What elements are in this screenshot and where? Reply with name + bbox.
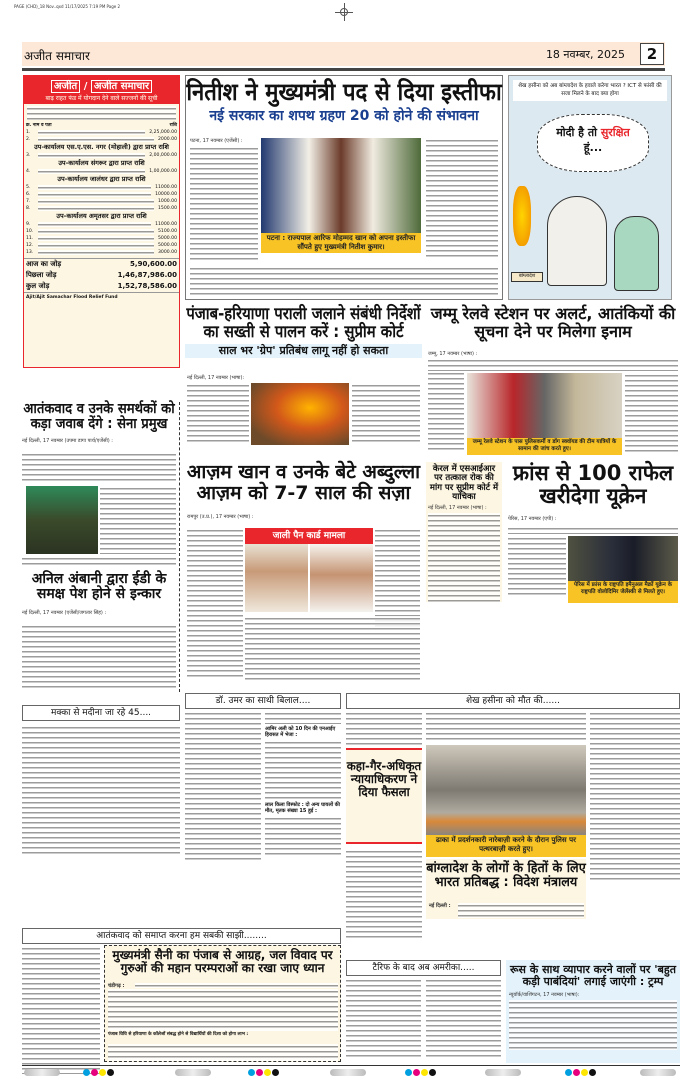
body-text <box>22 946 100 1074</box>
headline: पंजाब-हरियाणा पराली जलाने संबंधी निर्देशों का सख्ती से पालन करें : सुप्रीम कोर्ट <box>186 304 421 342</box>
body-text <box>22 556 176 568</box>
subhead: साल भर 'ग्रेप' प्रतिबंध लागू नहीं हो सकता <box>185 344 422 358</box>
story-punjab <box>185 305 422 450</box>
story-kerala <box>426 462 502 602</box>
fund-amount: 2000.00 <box>158 137 177 142</box>
story-umar <box>185 693 341 863</box>
headline: कहा-गैर-अधिकृत न्यायाधिकरण ने दिया फैसला <box>346 759 422 800</box>
relief-fund-box <box>23 75 180 368</box>
fund-amount: 5100.00 <box>158 229 177 234</box>
fund-amount: 1,00,000.00 <box>149 169 177 174</box>
headline: रूस के साथ व्यापार करने वालों पर 'बहुत कड़ी पाबंदियां' लगाई जाएंगी : ट्रम्प <box>510 963 676 989</box>
fund-amount: 2,00,000.00 <box>149 153 177 158</box>
fund-total-row: पिछला जोड़ 1,46,87,986.00 <box>26 271 177 279</box>
modi-figure <box>547 196 607 286</box>
relief-fund-title: बाढ़ राहत फंड में योगदान देने वाले सज्जनों की सूची <box>45 95 158 102</box>
fire-illustration <box>513 186 531 246</box>
dateline: नई दिल्ली, 17 नवम्बर (भाषा) : <box>428 505 487 512</box>
dateline: पेरिस, 17 नवम्बर (एपी) : <box>508 516 557 522</box>
photo-abdullah-azam <box>310 544 373 612</box>
page-header <box>22 42 665 66</box>
bottom-rule <box>22 1065 680 1066</box>
fund-row: 10. 5100.00 <box>26 229 177 234</box>
registration-mark-top <box>335 3 353 21</box>
registration-bar <box>485 1069 521 1076</box>
body-text <box>265 740 341 800</box>
photo-macron-zelensky <box>568 536 678 581</box>
cmyk-dots <box>83 1069 114 1076</box>
fund-amount: 10000.00 <box>155 192 177 197</box>
photo-caption: पटना : राज्यपाल आरिफ मोहम्मद खान को अपना इस्तीफा सौंपते हुए मुख्यमंत्री नितीश कुमार। <box>261 233 421 253</box>
fund-amount: 5000.00 <box>158 236 177 241</box>
col-amount: राशि <box>169 123 177 128</box>
headline-ambani: अनिल अंबानी द्वारा ईडी के समक्ष पेश होने से इन्कार <box>31 571 167 603</box>
fund-section-heading: उप-कार्यालय संगरूर द्वारा प्राप्त राशि <box>58 159 145 167</box>
relief-fund-totals <box>24 258 179 292</box>
body-text <box>428 371 464 451</box>
umar-right-column <box>265 711 341 861</box>
body-text <box>22 624 176 689</box>
photo-caption: पेरिस में फ्रांस के राष्ट्रपति इमैनुअल मैक्रों यूक्रेन के राष्ट्रपति वोलोदिमिर जेलेंस्की से मिलते हुए। <box>568 581 678 603</box>
headline: जम्मू रेलवे स्टेशन पर अलर्ट, आतंकियों की सूचना देने पर मिलेगा इनाम <box>430 304 676 341</box>
story-saini <box>104 945 341 1062</box>
dateline: नई दिल्ली, 17 नवम्बर (उपमा डागा पार्थ/एजेंसी) : <box>22 438 113 444</box>
subhead: नई सरकार का शपथ ग्रहण 20 को होने की संभावना <box>209 108 479 125</box>
body-text <box>100 486 176 554</box>
body-text <box>352 383 420 445</box>
fund-amount: 5000.00 <box>158 243 177 248</box>
continued-label: डॉ. उमर का साथी बिलाल.... <box>185 693 341 709</box>
body-text <box>265 711 341 724</box>
fund-row: 13. 3000.00 <box>26 250 177 255</box>
headline: फ्रांस से 100 राफेल खरीदेगा यूक्रेन <box>512 461 674 509</box>
fund-row: 8. 1500.00 <box>26 206 177 211</box>
cmyk-dots <box>405 1069 436 1076</box>
photo-dhaka-protest <box>426 745 586 835</box>
story-nitish <box>185 75 503 300</box>
relief-fund-header: अजीत / अजीत समाचार बाढ़ राहत फंड में योगदान देने वाले सज्जनों की सूची <box>24 76 179 104</box>
bubble-text: मोदी है तो <box>556 126 597 139</box>
continued-label: मक्का से मदीना जा रहे 45.... <box>22 705 180 721</box>
registration-bar <box>24 1069 60 1076</box>
fund-amount: 11000.00 <box>155 222 177 227</box>
body-text <box>428 358 678 371</box>
story-azam-khan <box>185 462 422 690</box>
headline: बांग्लादेश के लोगों के हितों के लिए भारत प्रतिबद्ध : विदेश मंत्रालय <box>426 861 586 891</box>
fund-total-row: आज का जोड़ 5,90,600.00 <box>26 260 177 268</box>
body-text <box>426 711 586 743</box>
story-terror-common <box>22 928 341 944</box>
dateline: न्यूयॉर्क/वाशिंगटन, 17 नवम्बर (भाषा): <box>509 992 580 999</box>
photo-stubble-fire <box>251 383 349 445</box>
photo-army-chief <box>26 486 98 554</box>
fund-row: 3. 2,00,000.00 <box>26 153 177 158</box>
body-text <box>346 849 422 939</box>
body-text <box>428 513 500 602</box>
fund-row: 12. 5000.00 <box>26 243 177 248</box>
cmyk-dots <box>248 1069 279 1076</box>
print-slug: PAGE (CHD)_18 Nov..qxd 11/17/2025 7:19 PM Page 2 <box>14 4 121 9</box>
fund-section-heading: उप-कार्यालय अमृतसर द्वारा प्राप्त राशि <box>56 212 147 220</box>
fund-row: 4. 1,00,000.00 <box>26 169 177 174</box>
subhead-2: लाल किला विस्फोट : दो अन्य घायलों की मौत, मृतक संख्या 15 हुई : <box>265 802 340 814</box>
body-text <box>245 616 420 682</box>
fund-section-heading: उप-कार्यालय जालंधर द्वारा प्राप्त राशि <box>57 175 146 183</box>
cartoon-question: शेख हसीना को अब बांग्लादेश के हवाले करेगा भारत ? ICT से फांसी की सजा मिलने के बाद क्या होगा <box>513 80 667 101</box>
story-army-chief <box>22 402 180 692</box>
story-bangladesh <box>426 859 586 919</box>
headline: आतंकवाद व उनके समर्थकों को कड़ा जवाब देंगे : सेना प्रमुख <box>23 401 175 433</box>
registration-bar <box>640 1069 676 1076</box>
hasina-figure <box>614 216 659 291</box>
photo-caption: ढाका में प्रदर्शनकारी नारेबाज़ी करने के दौरान पुलिस पर पत्थरबाज़ी करते हुए। <box>426 835 586 857</box>
body-text <box>590 711 680 881</box>
body-text <box>22 452 176 482</box>
fund-amount: 1000.00 <box>158 199 177 204</box>
body-text <box>426 138 498 258</box>
relief-fund-intro <box>27 106 176 120</box>
body-text <box>458 903 584 918</box>
story-jammu <box>426 305 680 455</box>
story-tariff <box>346 960 501 976</box>
story-russia <box>506 960 680 1063</box>
paper-name: अजीत समाचार <box>24 49 90 63</box>
body-text <box>508 526 678 534</box>
body-text <box>375 528 420 628</box>
fund-amount: 2,25,000.00 <box>149 130 177 135</box>
photo-azam-khan <box>245 544 308 612</box>
photo-caption: जम्मू रेलवे स्टेशन के पास पुलिसकर्मी व डॉग स्क्वॉयड की टीम यात्रियों के सामान की जांच करते हुए। <box>467 438 622 455</box>
headline: मुख्यमंत्री सैनी का पंजाब से आग्रह, जल विवाद पर गुरुओं की महान परम्पराओं का रखा जाए ध्यान <box>112 948 333 976</box>
fund-row: 9. 11000.00 <box>26 222 177 227</box>
fund-amount: 1500.00 <box>158 206 177 211</box>
fund-row: 7. 1000.00 <box>26 199 177 204</box>
header-rule <box>22 68 665 71</box>
body-text <box>108 1044 338 1061</box>
fund-total-row: कुल जोड़ 1,52,78,586.00 <box>26 282 177 290</box>
headline: नितीश ने मुख्यमंत्री पद से दिया इस्तीफा <box>186 78 502 106</box>
fund-row: 5. 11000.00 <box>26 185 177 190</box>
dateline: पटना, 17 नवम्बर (एजेंसी) : <box>190 138 243 144</box>
cmyk-dots <box>565 1069 596 1076</box>
body-text <box>346 711 422 745</box>
thought-bubble <box>537 114 649 172</box>
photo-railway-check <box>467 373 622 438</box>
fund-row: 2. 2000.00 <box>26 137 177 142</box>
body-text <box>625 373 678 453</box>
body-text <box>346 978 421 1060</box>
fund-amount: 11000.00 <box>155 185 177 190</box>
sign-board: बांग्लादेश <box>511 272 543 282</box>
col-name: क्र. नाम व पता <box>26 123 52 128</box>
story-tag: जाली पैन कार्ड मामला <box>245 528 373 544</box>
body-text <box>187 528 243 678</box>
dateline: नई दिल्ली : <box>429 903 451 909</box>
headline: आज़म खान व उनके बेटे अब्दुल्ला आज़म को 7-7 साल की सज़ा <box>186 461 421 504</box>
story-hasina <box>346 693 680 943</box>
body-text <box>190 146 258 261</box>
dateline: जम्मू, 17 नवम्बर (भाषा) : <box>428 351 478 357</box>
body-text <box>265 816 341 856</box>
story-makka <box>22 705 180 860</box>
body-text <box>22 725 180 857</box>
bubble-text-red: सुरक्षित <box>600 126 630 139</box>
continued-label: टैरिफ के बाद अब अमरीका..... <box>346 960 501 976</box>
dateline: रामपुर (उ.प्र.), 17 नवम्बर (भाषा) : <box>187 514 254 520</box>
continued-label: शेख हसीना को मौत की...... <box>346 693 680 709</box>
dateline-ambani: नई दिल्ली, 17 नवम्बर (एजेंसी/जगतार सिंह) : <box>22 610 107 616</box>
subhead-1: आमिर अली को 10 दिन की एनआईए हिरासत में भेजा : <box>265 726 336 738</box>
body-text <box>426 978 501 1060</box>
fund-row: 1. 2,25,000.00 <box>26 130 177 135</box>
body-text <box>108 989 338 1031</box>
registration-bar <box>175 1069 211 1076</box>
body-text <box>509 1000 677 1050</box>
registration-bar <box>330 1069 366 1076</box>
page-number: 2 <box>640 43 664 65</box>
cartoon <box>508 75 672 300</box>
continued-label: आतंकवाद को समाप्त करना हम सबकी साझी........ <box>22 928 341 944</box>
fund-section-heading: उप-कार्यालय एस.ए.एस. नगर (मोहाली) द्वारा प्राप्त राशि <box>34 143 169 151</box>
fund-row: 11. 5000.00 <box>26 236 177 241</box>
box-tribunal <box>346 748 422 844</box>
story-france <box>506 462 680 602</box>
brand-ajit-samachar: अजीत समाचार <box>91 80 152 93</box>
photo-governor-nitish <box>261 138 421 233</box>
headline: केरल में एसआईआर पर तत्काल रोक की मांग पर सुप्रीम कोर्ट में याचिका <box>429 464 499 503</box>
body-text <box>135 983 338 988</box>
bubble-text-2: हूं... <box>583 141 603 154</box>
body-text <box>508 536 566 596</box>
fund-amount: 3000.00 <box>158 250 177 255</box>
brand-ajit: अजीत <box>51 80 80 93</box>
dateline: नई दिल्ली, 17 नवम्बर (भाषा): <box>187 375 245 381</box>
relief-fund-footer: Ajit/Ajit Samachar Flood Relief Fund <box>24 292 179 302</box>
issue-date: 18 नवम्बर, 2025 <box>545 48 625 61</box>
body-text <box>185 711 261 861</box>
subhead: पंजाब विधि से हरियाणा के कॉलेजों संबद्ध होने से विद्यार्थियों की दिशा को होगा लाभ : <box>108 1032 249 1037</box>
relief-fund-list <box>24 129 179 256</box>
body-text <box>187 383 249 443</box>
dateline: चंडीगढ़ : <box>108 983 125 989</box>
fund-row: 6. 10000.00 <box>26 192 177 197</box>
body-text <box>190 266 498 296</box>
